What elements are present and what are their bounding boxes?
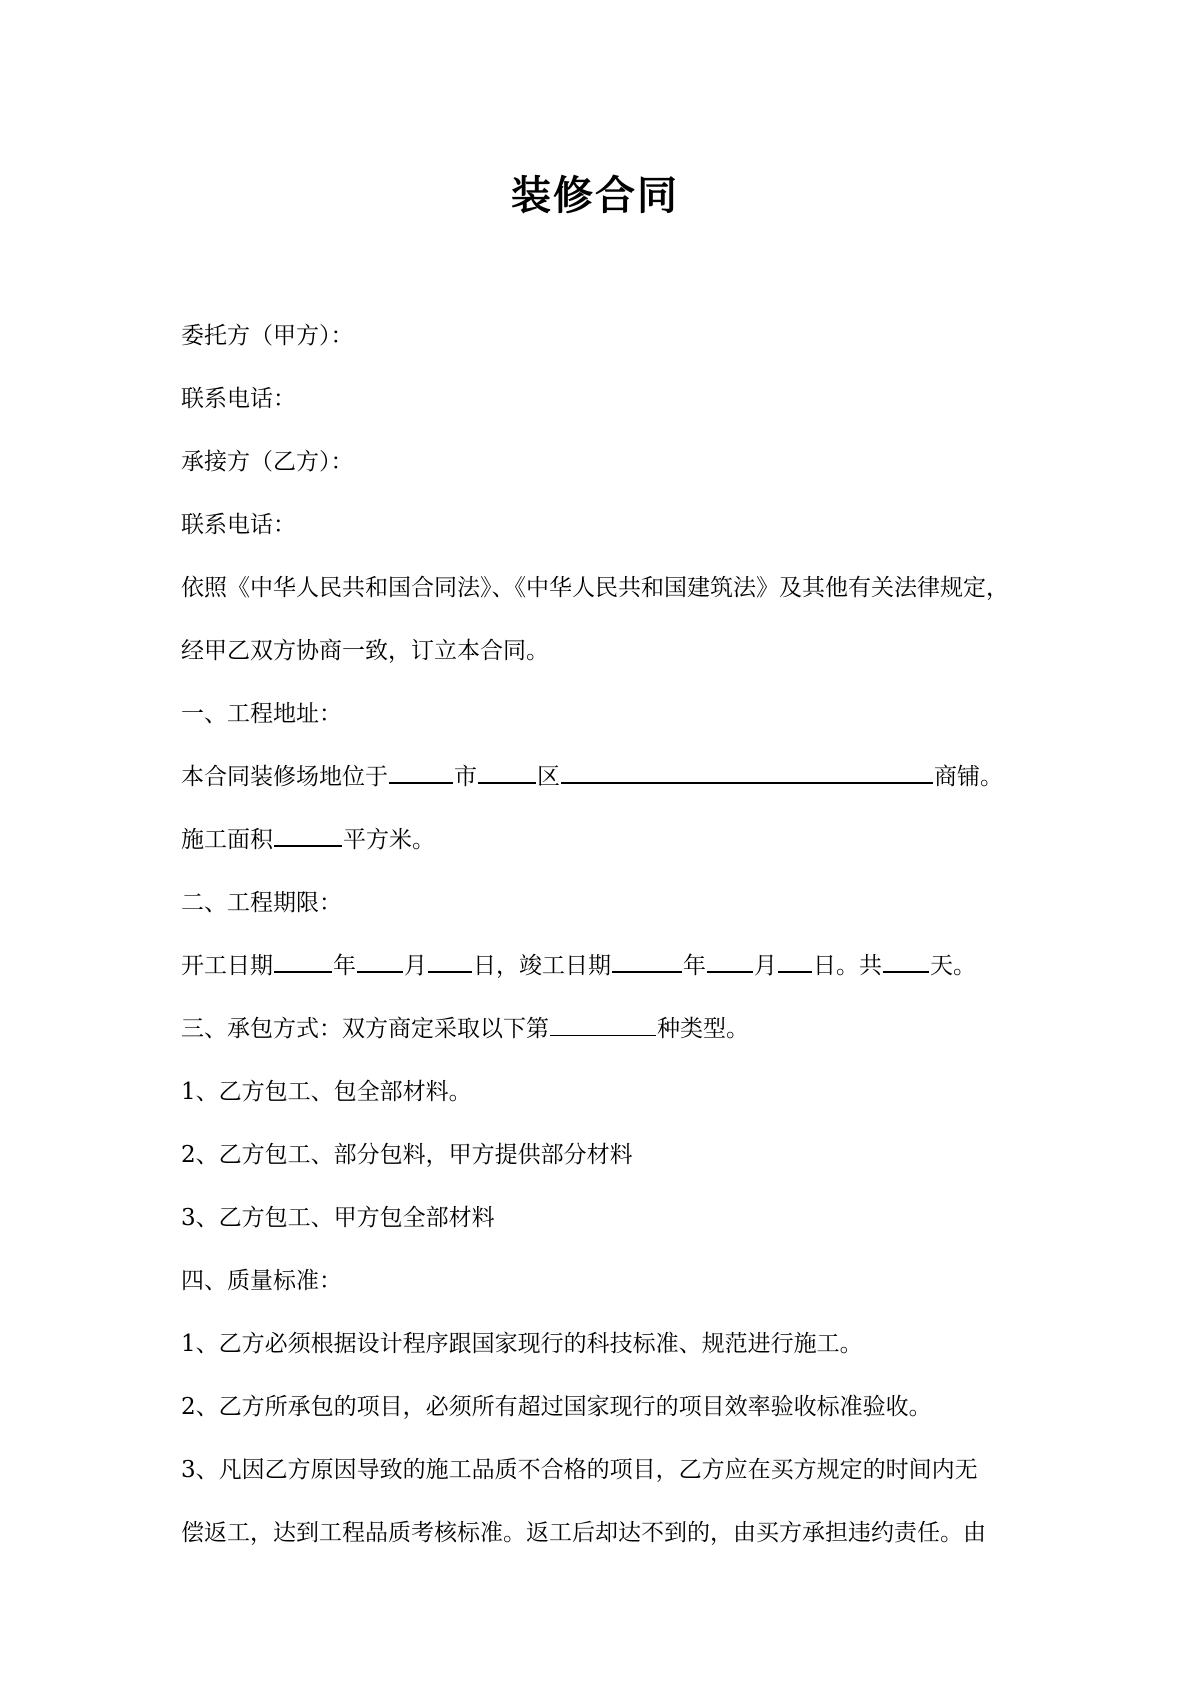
district-label: 区 [537, 764, 560, 790]
days-suffix: 天。 [930, 953, 976, 979]
total-days-blank[interactable] [883, 949, 929, 973]
end-month-label: 月 [754, 953, 777, 979]
section-4-heading: 四、质量标准： [181, 1268, 342, 1294]
list-text: 、乙方包工、部分包料，甲方提供部分材料 [195, 1142, 633, 1168]
preamble-line-2: 经甲乙双方协商一致，订立本合同。 [181, 638, 549, 664]
start-date-label: 开工日期 [181, 953, 273, 979]
list-text: 、乙方必须根据设计程序跟国家现行的科技标准、规范进行施工。 [195, 1331, 863, 1357]
start-day-blank[interactable] [428, 949, 472, 973]
area-line [181, 820, 1041, 860]
location-prefix: 本合同装修场地位于 [181, 764, 388, 790]
party-a-phone-label: 联系电话： [181, 386, 296, 412]
total-days-label: 日。共 [813, 953, 882, 979]
list-item [181, 1387, 1041, 1427]
location-suffix: 商铺。 [934, 764, 1003, 790]
section-3-suffix: 种类型。 [657, 1016, 749, 1042]
list-item [181, 1450, 1041, 1490]
section-1-heading: 一、工程地址： [181, 701, 342, 727]
end-date-label: 日，竣工日期 [473, 953, 611, 979]
list-text: 、乙方包工、包全部材料。 [195, 1079, 472, 1105]
list-number: 2 [181, 1394, 196, 1420]
preamble-line-1: 依照《中华人民共和国合同法》、《中华人民共和国建筑法》及其他有关法律规定， [181, 575, 1009, 601]
start-year-blank[interactable] [274, 949, 332, 973]
area-suffix: 平方米。 [343, 827, 435, 853]
section-2-heading: 二、工程期限： [181, 890, 342, 916]
contract-type-blank[interactable] [550, 1013, 656, 1036]
shop-address-blank[interactable] [561, 760, 933, 784]
location-line [181, 757, 1041, 797]
start-month-blank[interactable] [357, 949, 403, 973]
list-text: 、乙方包工、甲方包全部材料 [195, 1205, 495, 1231]
list-item [181, 1072, 1041, 1112]
list-text: 、乙方所承包的项目，必须所有超过国家现行的项目效率验收标准验收。 [195, 1394, 932, 1420]
section-3-line [181, 1009, 1041, 1049]
city-blank[interactable] [389, 760, 453, 784]
list-number: 1 [181, 1331, 196, 1357]
area-blank[interactable] [274, 823, 342, 847]
end-year-blank[interactable] [612, 949, 682, 973]
end-year-label: 年 [683, 953, 706, 979]
list-item [181, 1324, 1041, 1364]
list-item [181, 1198, 1041, 1238]
dates-line [181, 946, 1041, 986]
section-3-prefix: 三、承包方式：双方商定采取以下第 [181, 1016, 549, 1042]
list-text: 、凡因乙方原因导致的施工品质不合格的项目，乙方应在买方规定的时间内无 [195, 1457, 978, 1483]
end-month-blank[interactable] [707, 949, 753, 973]
end-day-blank[interactable] [778, 949, 812, 973]
start-year-label: 年 [333, 953, 356, 979]
party-b-label: 承接方（乙方）： [181, 449, 354, 475]
list-number: 3 [181, 1457, 196, 1483]
document-title: 装修合同 [511, 173, 679, 219]
list-number: 2 [181, 1142, 196, 1168]
list-number: 3 [181, 1205, 196, 1231]
city-label: 市 [454, 764, 477, 790]
party-b-phone-label: 联系电话： [181, 512, 296, 538]
district-blank[interactable] [478, 760, 536, 784]
start-month-label: 月 [404, 953, 427, 979]
area-prefix: 施工面积 [181, 827, 273, 853]
party-a-label: 委托方（甲方）： [181, 323, 354, 349]
list-item [181, 1135, 1041, 1175]
list-number: 1 [181, 1079, 196, 1105]
list-item-continuation: 偿返工，达到工程品质考核标准。返工后却达不到的，由买方承担违约责任。由 [181, 1520, 986, 1546]
